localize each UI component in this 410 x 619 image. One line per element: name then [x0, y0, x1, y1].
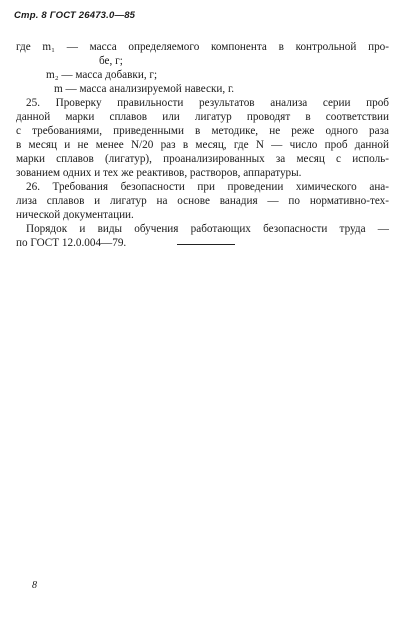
text-line: бе, г;: [99, 55, 123, 67]
text-line: данной марки сплавов или лигатур проводят в соответствии: [16, 111, 389, 123]
section-rule: [177, 244, 235, 245]
text-line: 25. Проверку правильности результатов анализа серии проб: [26, 97, 389, 109]
text-line: лиза сплавов и лигатур на основе ванадия — по нормативно-тех-: [16, 195, 389, 207]
text-line: зованием одних и тех же реактивов, растворов, аппаратуры.: [16, 167, 302, 179]
text-line: в месяц и не менее N/20 раз в месяц, где N — число проб данной: [16, 139, 389, 151]
text-line: марки сплавов (лигатур), проанализированных за месяц с исполь-: [16, 153, 389, 165]
text-line: m — масса анализируемой навески, г.: [54, 83, 235, 95]
text-line: нической документации.: [16, 209, 134, 221]
text-line: 26. Требования безопасности при проведении химического ана-: [26, 181, 389, 193]
text-line: по ГОСТ 12.0.004—79.: [16, 237, 127, 249]
text-line: m₂ — масса добавки, г;: [46, 69, 158, 81]
page-header: Стр. 8 ГОСТ 26473.0—85: [14, 10, 136, 21]
page-folio: 8: [32, 580, 37, 591]
text-line: где m₁ — масса определяемого компонента в контрольной про-: [16, 41, 389, 53]
text-line: Порядок и виды обучения работающих безопасности труда —: [26, 223, 389, 235]
text-line: с требованиями, приведенными в методике, не реже одного раза: [16, 125, 389, 137]
